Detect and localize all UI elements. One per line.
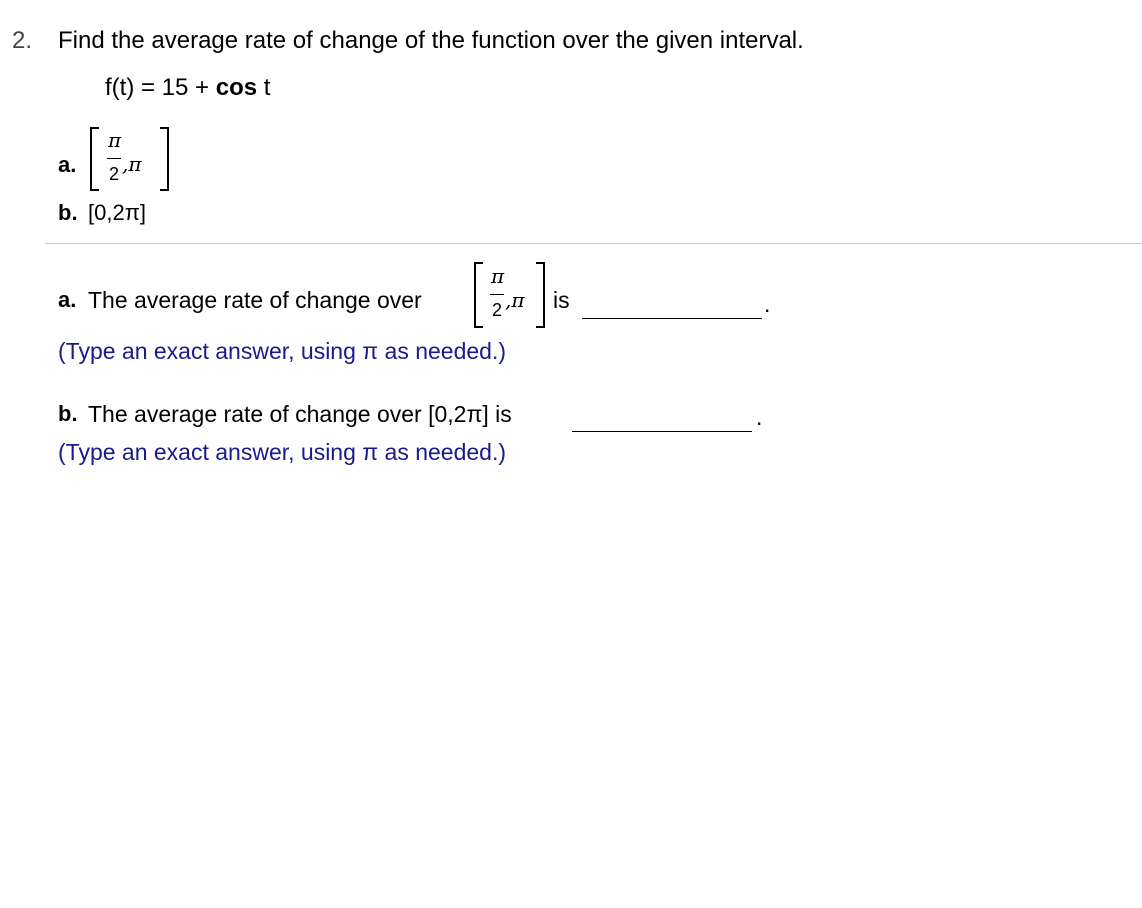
function-var: t	[263, 74, 271, 101]
function-definition	[105, 74, 270, 102]
answer-a-is: is	[553, 287, 570, 313]
part-b-label: b.	[58, 200, 78, 225]
function-cos: cos	[215, 74, 258, 101]
answer-a-interval	[474, 258, 554, 328]
answer-a-period: .	[764, 291, 771, 317]
part-a-interval	[90, 122, 170, 192]
answer-a-text: The average rate of change over	[88, 287, 422, 313]
interval-denominator: 2	[492, 300, 503, 320]
right-bracket	[536, 262, 545, 328]
interval-numerator: π	[108, 128, 122, 152]
answer-b-hint: (Type an exact answer, using π as needed.)	[58, 439, 507, 465]
answer-a-input[interactable]	[582, 318, 762, 319]
fraction-bar	[107, 158, 121, 159]
left-bracket	[90, 127, 99, 191]
fraction-bar	[490, 294, 504, 295]
interval-tail: ,π	[505, 288, 525, 312]
interval-denominator: 2	[109, 164, 120, 184]
answer-b-label: b.	[58, 401, 78, 426]
interval-numerator: π	[491, 264, 505, 288]
question-number: 2.	[12, 27, 33, 54]
answer-b-input[interactable]	[572, 431, 752, 432]
answer-a-hint: (Type an exact answer, using π as needed.)	[58, 338, 507, 364]
question-prompt: Find the average rate of change of the function over the given interval.	[58, 27, 804, 54]
part-b-interval: [0,2π]	[88, 200, 146, 225]
interval-tail: ,π	[122, 152, 142, 176]
divider	[45, 243, 1142, 244]
answer-a-label: a.	[58, 287, 77, 312]
part-a-label: a.	[58, 152, 77, 177]
left-bracket	[474, 262, 483, 328]
right-bracket	[160, 127, 169, 191]
function-lhs: f(t) = 15 +	[105, 74, 210, 101]
answer-b-period: .	[756, 404, 763, 430]
answer-b-text: The average rate of change over [0,2π] is	[88, 401, 512, 427]
